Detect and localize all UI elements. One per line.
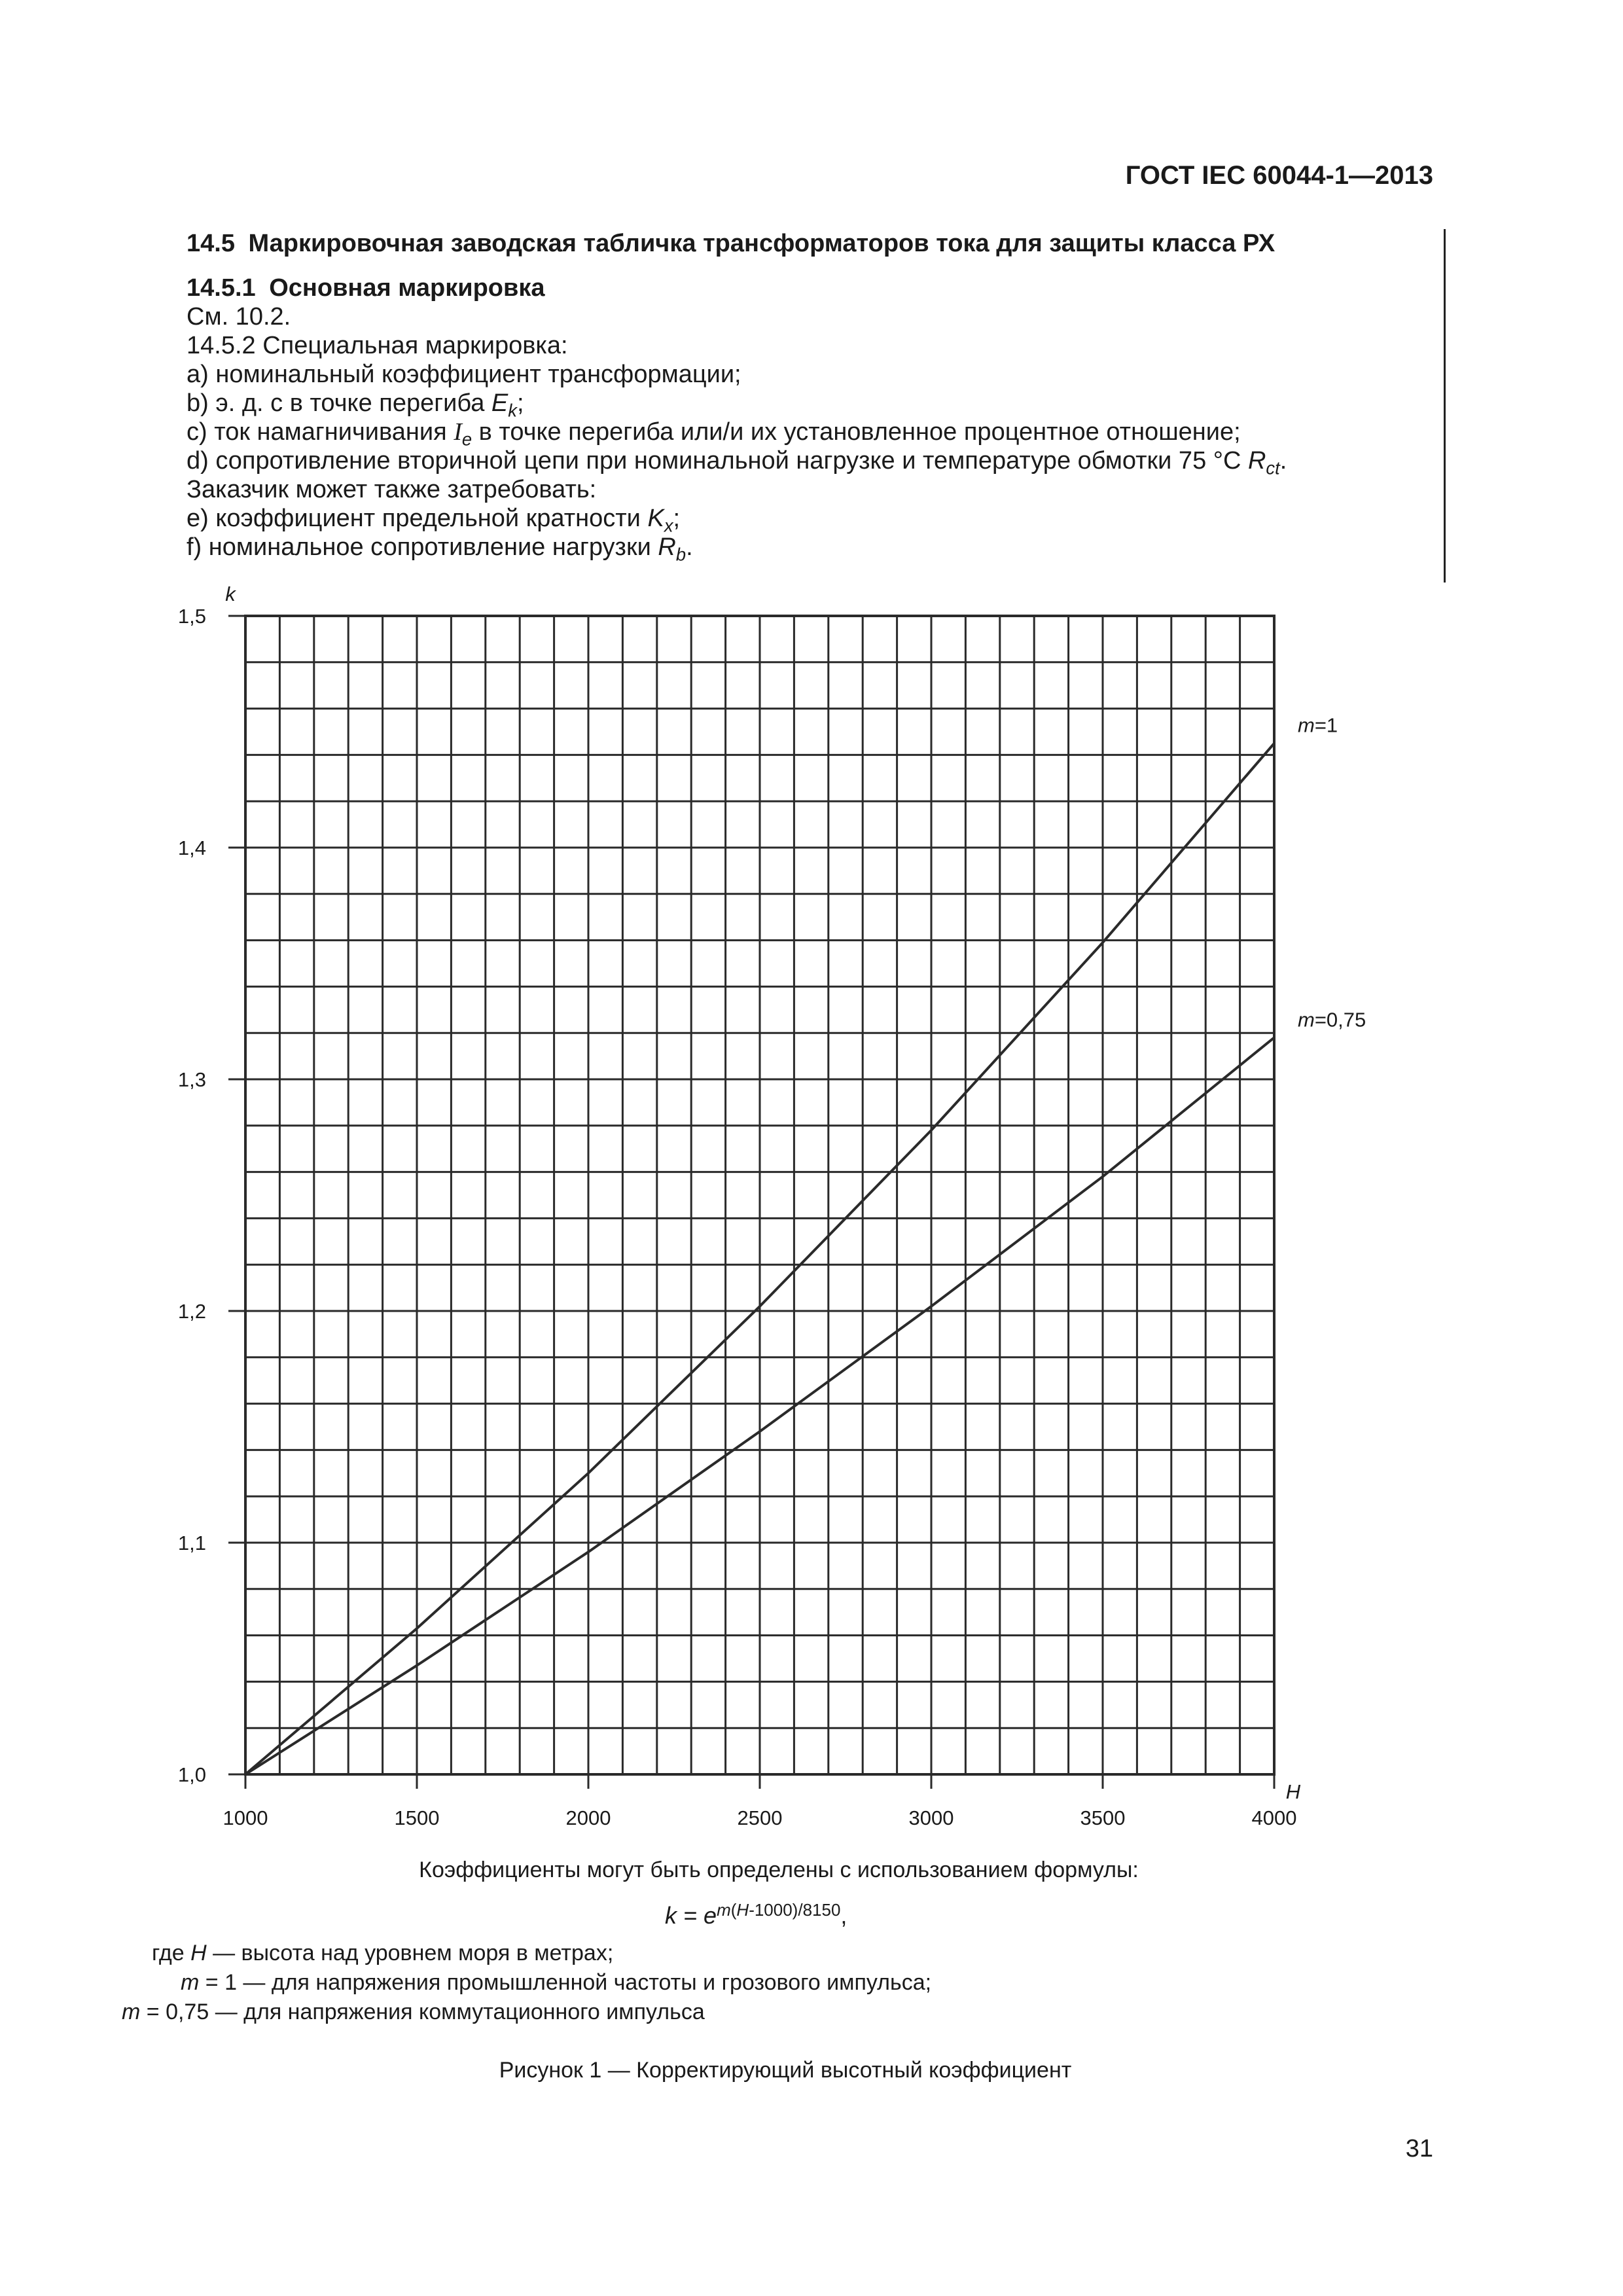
- item-e-symbol: K: [647, 505, 664, 532]
- subsection-heading-number: 14.5.1: [187, 274, 256, 302]
- y-tick-label: 1,2: [177, 1300, 206, 1323]
- item-c-subscript: e: [461, 429, 473, 450]
- x-tick-label: 1500: [394, 1806, 440, 1829]
- note-m2-text: = 0,75 — для напряжения коммутационного импульса: [140, 2000, 705, 2024]
- item-f-subscript: b: [675, 544, 687, 565]
- series-label-2: m=0,75: [1298, 1008, 1366, 1031]
- x-tick-label: 1000: [223, 1806, 268, 1829]
- section-heading-text: Маркировочная заводская табличка трансформаторов тока для защиты класса РХ: [248, 230, 1275, 257]
- item-e-subscript: x: [664, 515, 673, 536]
- document-number: ГОСТ IEC 60044-1—2013: [1125, 161, 1433, 190]
- note-m1-symbol: m: [181, 1970, 200, 1995]
- item-d-symbol: R: [1247, 447, 1266, 475]
- item-b-text: b) э. д. с в точке перегиба: [187, 389, 491, 417]
- x-tick-label: 2000: [565, 1806, 611, 1829]
- formula-trail: ,: [840, 1902, 847, 1929]
- formula-lhs: k = e: [665, 1902, 717, 1929]
- x-tick-label: 3500: [1080, 1806, 1126, 1829]
- subsection-heading-text: Основная маркировка: [269, 274, 545, 302]
- special-marking-title: 14.5.2 Специальная маркировка:: [187, 332, 568, 359]
- x-tick-label: 4000: [1251, 1806, 1297, 1829]
- formula: [665, 1900, 847, 1929]
- y-tick-label: 1,4: [177, 836, 206, 859]
- note-h-symbol: H: [190, 1941, 207, 1965]
- note-h-text: — высота над уровнем моря в метрах;: [206, 1941, 614, 1965]
- chart-grid: [245, 616, 1274, 1774]
- item-d-text: d) сопротивление вторичной цепи при номинальной нагрузке и температуре обмотки 75 °С: [187, 447, 1248, 475]
- item-c-suffix: в точке перегиба или/и их установленное процентное отношение;: [472, 418, 1241, 446]
- formula-exponent-h: H: [736, 1900, 749, 1920]
- y-tick-label: 1,5: [177, 605, 206, 628]
- formula-exponent-open: (: [730, 1900, 737, 1920]
- section-heading-number: 14.5: [187, 230, 235, 257]
- item-f-suffix: .: [686, 533, 693, 561]
- y-tick-label: 1,3: [177, 1068, 206, 1091]
- x-tick-label: 2500: [737, 1806, 783, 1829]
- y-tick-label: 1,0: [177, 1763, 206, 1786]
- item-b-symbol: E: [491, 389, 508, 417]
- item-b-subscript: k: [508, 400, 517, 421]
- figure-caption-text: Рисунок 1 — Корректирующий высотный коэффициент: [499, 2058, 1072, 2083]
- item-f-symbol: R: [658, 533, 676, 561]
- y-tick-label: 1,1: [177, 1532, 206, 1554]
- figure-caption: [0, 2058, 1623, 2083]
- x-axis-label: H: [1285, 1780, 1301, 1803]
- note-m2-symbol: m: [122, 2000, 141, 2024]
- item-e-suffix: ;: [673, 505, 681, 532]
- item-c-text: c) ток намагничивания: [187, 418, 454, 446]
- formula-exponent-rest: -1000)/8150: [749, 1900, 841, 1920]
- note-m1-text: = 1 — для напряжения промышленной частоты и грозового импульса;: [199, 1970, 932, 1995]
- item-d-subscript: ct: [1266, 457, 1280, 478]
- item-b-suffix: ;: [516, 389, 524, 417]
- page-number: 31: [1405, 2135, 1433, 2162]
- chart-ticks: [228, 616, 1274, 1789]
- note-h: [152, 1941, 613, 1966]
- note-where: где: [152, 1941, 185, 1965]
- see-reference: См. 10.2.: [187, 303, 291, 331]
- item-a: a) номинальный коэффициент трансформации;: [187, 361, 741, 388]
- chart-labels: [178, 583, 1366, 1829]
- formula-exponent-m: m: [717, 1900, 731, 1920]
- customer-line: Заказчик может также затребовать:: [187, 476, 597, 503]
- formula-intro-text: Коэффициенты могут быть определены с использованием формулы:: [419, 1857, 1139, 1882]
- item-f-text: f) номинальное сопротивление нагрузки: [187, 533, 658, 561]
- item-e-text: e) коэффициент предельной кратности: [187, 505, 648, 532]
- formula-intro: [0, 1857, 1623, 1883]
- x-tick-label: 3000: [908, 1806, 954, 1829]
- note-m2: [122, 2000, 705, 2025]
- item-c-symbol: I: [454, 418, 462, 446]
- y-axis-label: k: [225, 583, 236, 605]
- note-m1: [181, 1970, 931, 1996]
- item-d-suffix: .: [1279, 447, 1287, 475]
- formula-exponent: [717, 1900, 840, 1920]
- series-label-1: m=1: [1298, 713, 1338, 737]
